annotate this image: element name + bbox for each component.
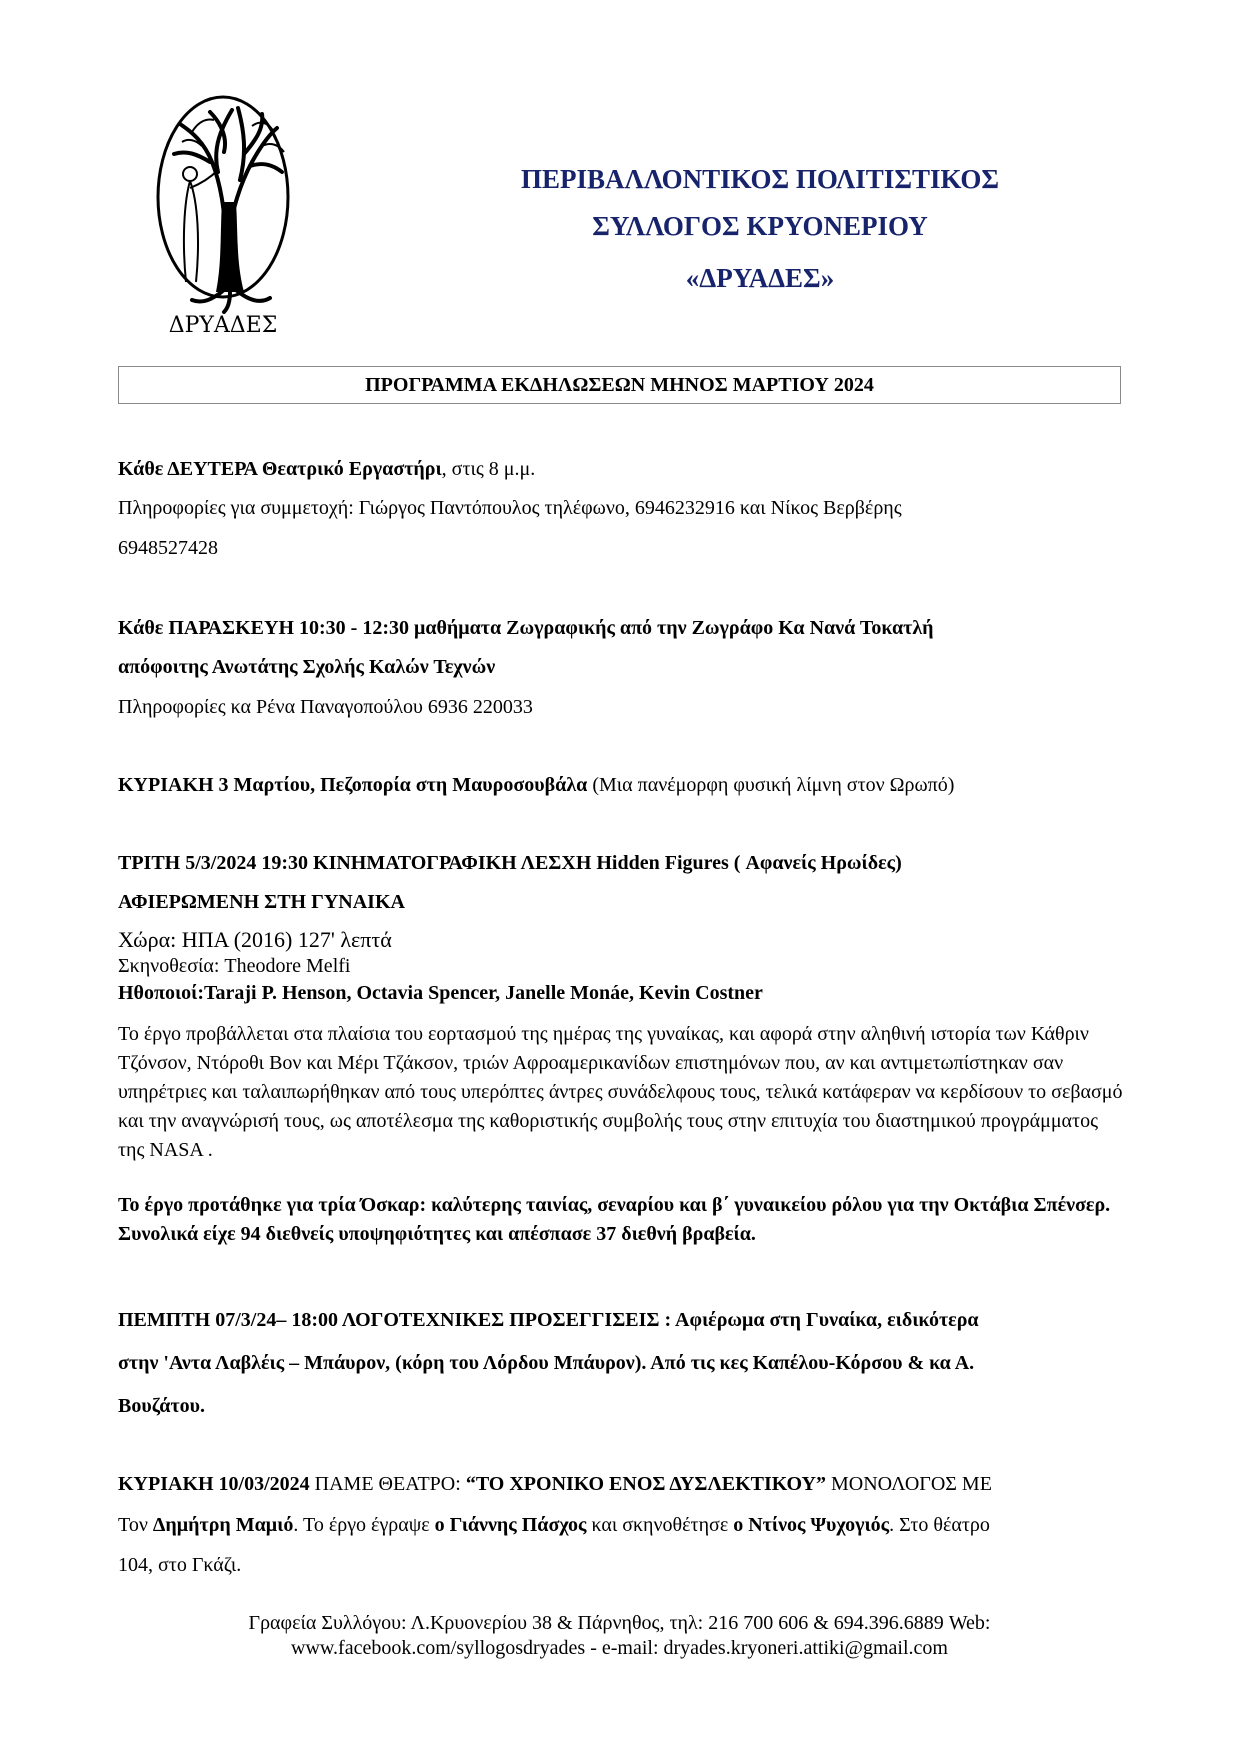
- theatre-trip-text4: . Το έργο έγραψε: [293, 1514, 435, 1536]
- theatre-trip-director: ο Ντίνος Ψυχογιός: [733, 1514, 890, 1536]
- cinema-line2: ΑΦΙΕΡΩΜΕΝΗ ΣΤΗ ΓΥΝΑΙΚΑ: [118, 891, 405, 913]
- theatre-trip-play: “ΤΟ ΧΡΟΝΙΚΟ ΕΝΟΣ ΔΥΣΛΕΚΤΙΚΟΥ”: [465, 1473, 826, 1495]
- cinema-director: Σκηνοθεσία: Theodore Melfi: [118, 955, 351, 977]
- footer-web-email: www.facebook.com/syllogosdryades - e-mail: dryades.kryoneri.attiki@gmail.com: [291, 1637, 948, 1659]
- theatre-trip-text2: ΜΟΝΟΛΟΓΟΣ ΜΕ: [826, 1473, 992, 1495]
- theatre-trip-venue: 104, στο Γκάζι.: [118, 1554, 242, 1576]
- hike-event: [118, 774, 1128, 797]
- theatre-trip-text1: ΠΑΜΕ ΘΕΑΤΡΟ:: [309, 1473, 466, 1495]
- theatre-trip-line2: [118, 1514, 1128, 1537]
- theatre-workshop-heading: [118, 458, 1128, 481]
- org-title-line3: «ΔΡΥΑΔΕΣ»: [685, 263, 835, 293]
- theatre-trip-text6: . Στο θέατρο: [889, 1514, 990, 1536]
- org-title-line2: ΣΥΛΛΟΓΟΣ ΚΡΥΟΝΕΡΙΟΥ: [592, 211, 928, 241]
- literature-line2: στην 'Αντα Λαβλέις – Μπάυρον, (κόρη του Λόρδου Μπάυρον). Από τις κες Καπέλου-Κόρσου & κα Α.: [118, 1352, 975, 1374]
- theatre-workshop-time: , στις 8 μ.μ.: [441, 458, 536, 480]
- theatre-trip-writer: ο Γιάννης Πάσχος: [434, 1514, 587, 1536]
- theatre-workshop-phone: 6948527428: [118, 537, 218, 559]
- theatre-trip-text3: Τον: [118, 1514, 153, 1536]
- painting-info: Πληροφορίες κα Ρένα Παναγοπούλου 6936 220033: [118, 696, 533, 718]
- cinema-awards: Το έργο προτάθηκε για τρία Όσκαρ: καλύτερης ταινίας, σεναρίου και β΄ γυναικείου ρόλου για την Οκτάβια Σπένσερ. Συνολικά είχε 94 διεθνείς υποψηφιότητες και απέσπασε 37 διεθνή βραβεία.: [118, 1194, 1111, 1245]
- org-title-line1: ΠΕΡΙΒΑΛΛΟΝΤΙΚΟΣ ΠΟΛΙΤΙΣΤΙΚΟΣ: [521, 164, 999, 194]
- theatre-trip-text5: και σκηνοθέτησε: [586, 1514, 734, 1536]
- literature-line1: ΠΕΜΠΤΗ 07/3/24– 18:00 ΛΟΓΟΤΕΧΝΙΚΕΣ ΠΡΟΣΕΓΓΙΣΕΙΣ : Αφιέρωμα στη Γυναίκα, ειδικότερα: [118, 1309, 979, 1331]
- theatre-trip-line1: [118, 1473, 1128, 1496]
- literature-line3: Βουζάτου.: [118, 1395, 206, 1417]
- theatre-trip-date: ΚΥΡΙΑΚΗ 10/03/2024: [118, 1473, 310, 1495]
- program-banner: ΠΡΟΓΡΑΜΜΑ ΕΚΔΗΛΩΣΕΩΝ ΜΗΝΟΣ ΜΑΡΤΙΟΥ 2024: [118, 366, 1121, 404]
- hike-note: (Μια πανέμορφη φυσική λίμνη στον Ωρωπό): [587, 774, 955, 796]
- theatre-trip-actor: Δημήτρη Μαμιό: [152, 1514, 294, 1536]
- dryades-logo: [152, 92, 294, 339]
- painting-line2: απόφοιτης Ανωτάτης Σχολής Καλών Τεχνών: [118, 656, 496, 678]
- cinema-cast: Ηθοποιοί:Taraji P. Henson, Octavia Spencer, Janelle Monáe, Kevin Costner: [118, 982, 763, 1004]
- tree-emblem-icon: [152, 92, 294, 339]
- logo-text: ΔΡΥΑΔΕΣ: [168, 313, 278, 338]
- cinema-country: Χώρα: ΗΠΑ (2016) 127' λεπτά: [118, 927, 392, 952]
- theatre-workshop-title: Κάθε ΔΕΥΤΕΡΑ Θεατρικό Εργαστήρι: [118, 458, 442, 480]
- hike-title: ΚΥΡΙΑΚΗ 3 Μαρτίου, Πεζοπορία στη Μαυροσουβάλα: [118, 774, 588, 796]
- theatre-workshop-info: Πληροφορίες για συμμετοχή: Γιώργος Παντόπουλος τηλέφωνο, 6946232916 και Νίκος Βερβέρης: [118, 497, 902, 519]
- painting-line1: Κάθε ΠΑΡΑΣΚΕΥΗ 10:30 - 12:30 μαθήματα Ζωγραφικής από την Ζωγράφο Κα Νανά Τοκατλή: [118, 617, 934, 639]
- cinema-description: Το έργο προβάλλεται στα πλαίσια του εορτασμού της ημέρας της γυναίκας, και αφορά στην αληθινή ιστορία των Κάθριν Τζόνσον, Ντόροθι Βον και Μέρι Τζάκσον, τριών Αφροαμερικανίδων επιστημόνων που, αν και αντιμετωπίστηκαν σαν υπηρέτριες και ταλαιπωρήθηκαν από τους υπερόπτες άντρες συνάδελφους τους, τελικά κατάφεραν να κερδίσουν το σεβασμό και την αναγνώρισή τους, ως αποτέλεσμα της καθοριστικής συμβολής τους στην επιτυχία του διαστημικού προγράμματος της NASA .: [118, 1023, 1123, 1161]
- cinema-line1: ΤΡΙΤΗ 5/3/2024 19:30 ΚΙΝΗΜΑΤΟΓΡΑΦΙΚΗ ΛΕΣΧΗ Hidden Figures ( Αφανείς Ηρωίδες): [118, 852, 902, 874]
- footer-contact: Γραφεία Συλλόγου: Λ.Κρυονερίου 38 & Πάρνηθος, τηλ: 216 700 606 & 694.396.6889 Web:: [248, 1612, 991, 1634]
